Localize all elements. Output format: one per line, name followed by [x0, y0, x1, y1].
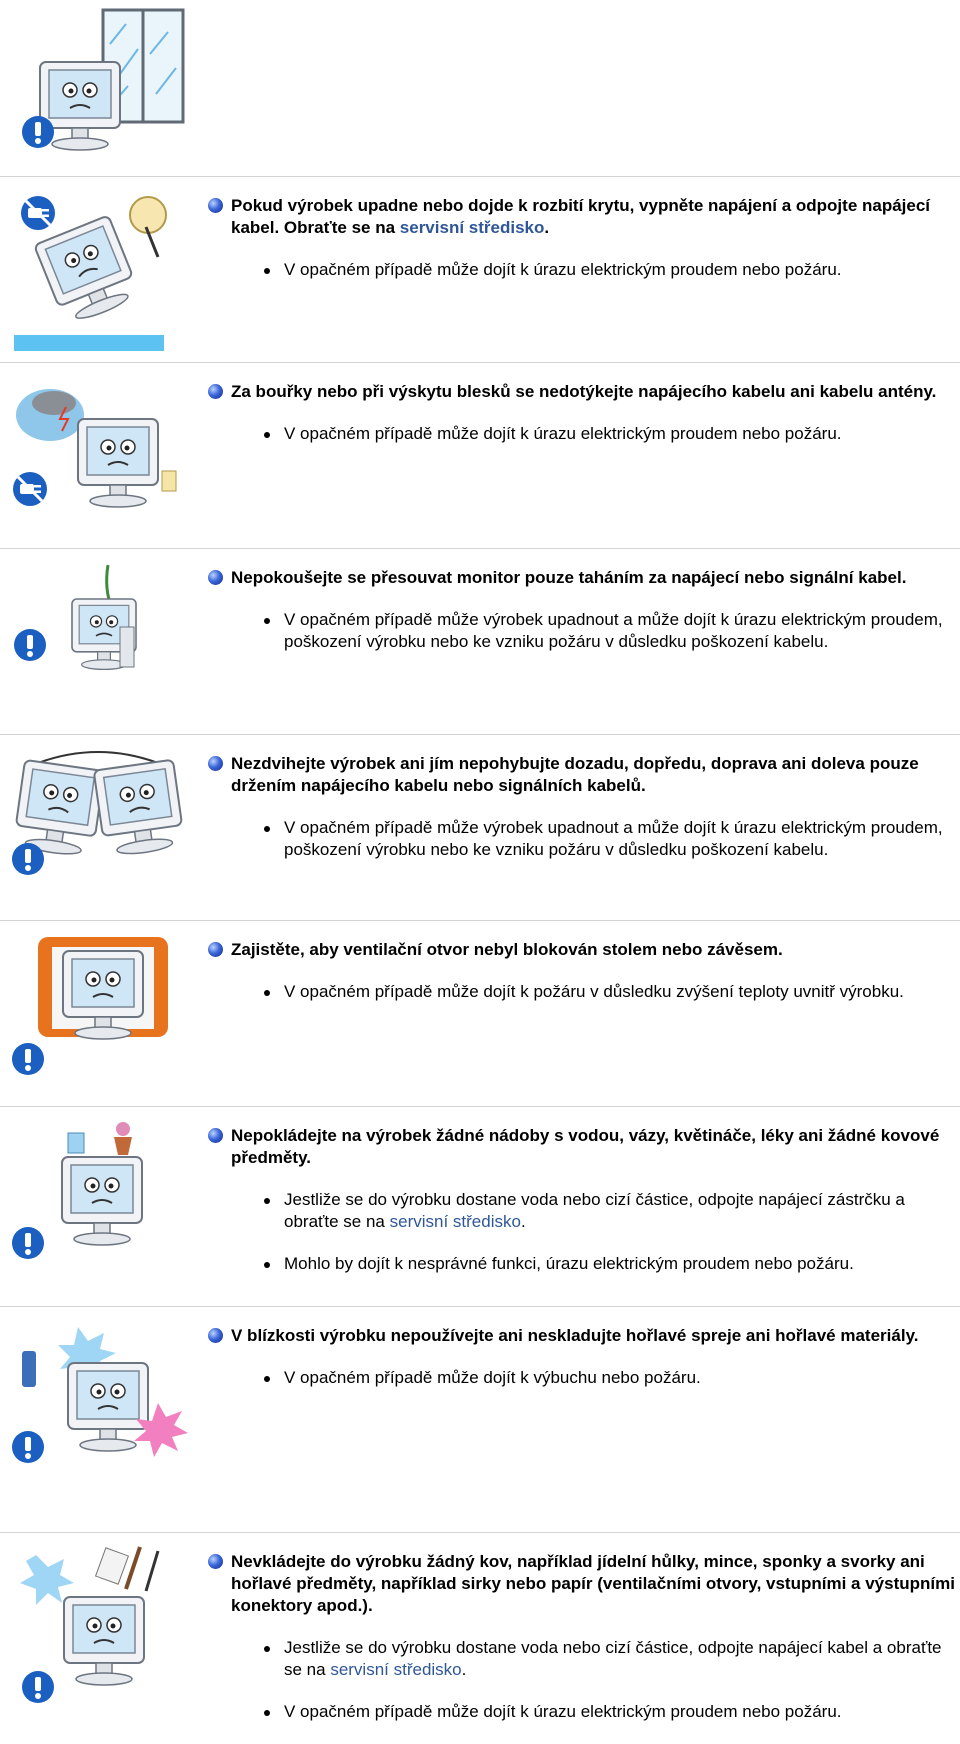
- section-heading: Zajistěte, aby ventilační otvor nebyl blokován stolem nebo závěsem.: [204, 939, 956, 961]
- blocked-vent-illustration: [8, 931, 193, 1101]
- section-flammable: [0, 1306, 960, 1533]
- list-item: V opačném případě může dojít k úrazu elektrickým proudem nebo požáru.: [204, 1701, 956, 1723]
- list-item: V opačném případě může dojít k úrazu elektrickým proudem nebo požáru.: [204, 259, 956, 281]
- blue-bullet-icon: [208, 1128, 223, 1143]
- section-storm: [0, 362, 960, 549]
- section-pull-cable: [0, 548, 960, 735]
- section-heading: V blízkosti výrobku nepoužívejte ani neskladujte hořlavé spreje ani hořlavé materiály.: [204, 1325, 956, 1347]
- lift-by-cable-illustration: [8, 743, 193, 913]
- blue-bullet-icon: [208, 1554, 223, 1569]
- service-center-link[interactable]: servisní středisko: [389, 1212, 521, 1231]
- section-objects-on-top: [0, 1106, 960, 1307]
- bullet-dot-icon: [264, 990, 270, 996]
- blue-bullet-icon: [208, 1328, 223, 1343]
- section-heading: Nepokoušejte se přesouvat monitor pouze taháním za napájecí nebo signální kabel.: [204, 567, 956, 589]
- section-heading: Pokud výrobek upadne nebo dojde k rozbití krytu, vypněte napájení a odpojte napájecí kabel. Obraťte se na servisní středisko.: [204, 195, 956, 239]
- blue-bullet-icon: [208, 942, 223, 957]
- list-item: Mohlo by dojít k nesprávné funkci, úrazu elektrickým proudem nebo požáru.: [204, 1253, 956, 1275]
- section-heading: Nepokládejte na výrobek žádné nádoby s vodou, vázy, květináče, léky ani žádné kovové předměty.: [204, 1125, 956, 1169]
- section-window: [0, 0, 960, 176]
- blue-bullet-icon: [208, 384, 223, 399]
- flammable-spray-illustration: [8, 1321, 193, 1491]
- list-item: V opačném případě může výrobek upadnout a může dojít k úrazu elektrickým proudem, poškození výrobku nebo ke vzniku požáru v důsledku poškození kabelu.: [204, 609, 956, 653]
- bullet-dot-icon: [264, 1710, 270, 1716]
- section-heading: Nevkládejte do výrobku žádný kov, například jídelní hůlky, mince, sponky a svorky ani hořlavé předměty, například sirky nebo papír (ventilačními otvory, vstupními a výstupními konektory apod.).: [204, 1551, 956, 1617]
- cable-pull-illustration: [8, 559, 193, 729]
- bullet-dot-icon: [264, 826, 270, 832]
- section-lift-cable: [0, 734, 960, 921]
- storm-monitor-illustration: [8, 373, 193, 543]
- monitor-rain-window-illustration: [8, 4, 193, 174]
- list-item: V opačném případě může dojít k výbuchu nebo požáru.: [204, 1367, 956, 1389]
- bullet-dot-icon: [264, 1376, 270, 1382]
- bullet-dot-icon: [264, 1262, 270, 1268]
- list-item: V opačném případě může výrobek upadnout a může dojít k úrazu elektrickým proudem, poškození výrobku nebo ke vzniku požáru v důsledku poškození kabelu.: [204, 817, 956, 861]
- blue-bullet-icon: [208, 756, 223, 771]
- section-heading: Za bouřky nebo při výskytu blesků se nedotýkejte napájecího kabelu ani kabelu antény.: [204, 381, 956, 403]
- bullet-dot-icon: [264, 268, 270, 274]
- section-ventilation: [0, 920, 960, 1107]
- bullet-dot-icon: [264, 432, 270, 438]
- list-item: V opačném případě může dojít k požáru v důsledku zvýšení teploty uvnitř výrobku.: [204, 981, 956, 1003]
- service-center-link[interactable]: servisní středisko: [399, 218, 545, 237]
- list-item: Jestliže se do výrobku dostane voda nebo cizí částice, odpojte napájecí kabel a obraťte se na servisní středisko.: [204, 1637, 956, 1681]
- list-item: Jestliže se do výrobku dostane voda nebo cizí částice, odpojte napájecí zástrčku a obraťte se na servisní středisko.: [204, 1189, 956, 1233]
- section-metal-objects: [0, 1532, 960, 1744]
- service-center-link[interactable]: servisní středisko: [330, 1660, 462, 1679]
- bullet-dot-icon: [264, 1646, 270, 1652]
- list-item: V opačném případě může dojít k úrazu elektrickým proudem nebo požáru.: [204, 423, 956, 445]
- metal-objects-illustration: [8, 1539, 193, 1709]
- section-heading: Nezdvihejte výrobek ani jím nepohybujte dozadu, dopředu, doprava ani doleva pouze držením napájecího kabelu nebo signálních kabelů.: [204, 753, 956, 797]
- blue-bullet-icon: [208, 570, 223, 585]
- bullet-dot-icon: [264, 1198, 270, 1204]
- objects-on-monitor-illustration: [8, 1117, 193, 1287]
- blue-bullet-icon: [208, 198, 223, 213]
- section-damaged-product: [0, 176, 960, 363]
- bullet-dot-icon: [264, 618, 270, 624]
- fallen-monitor-illustration: [8, 187, 193, 357]
